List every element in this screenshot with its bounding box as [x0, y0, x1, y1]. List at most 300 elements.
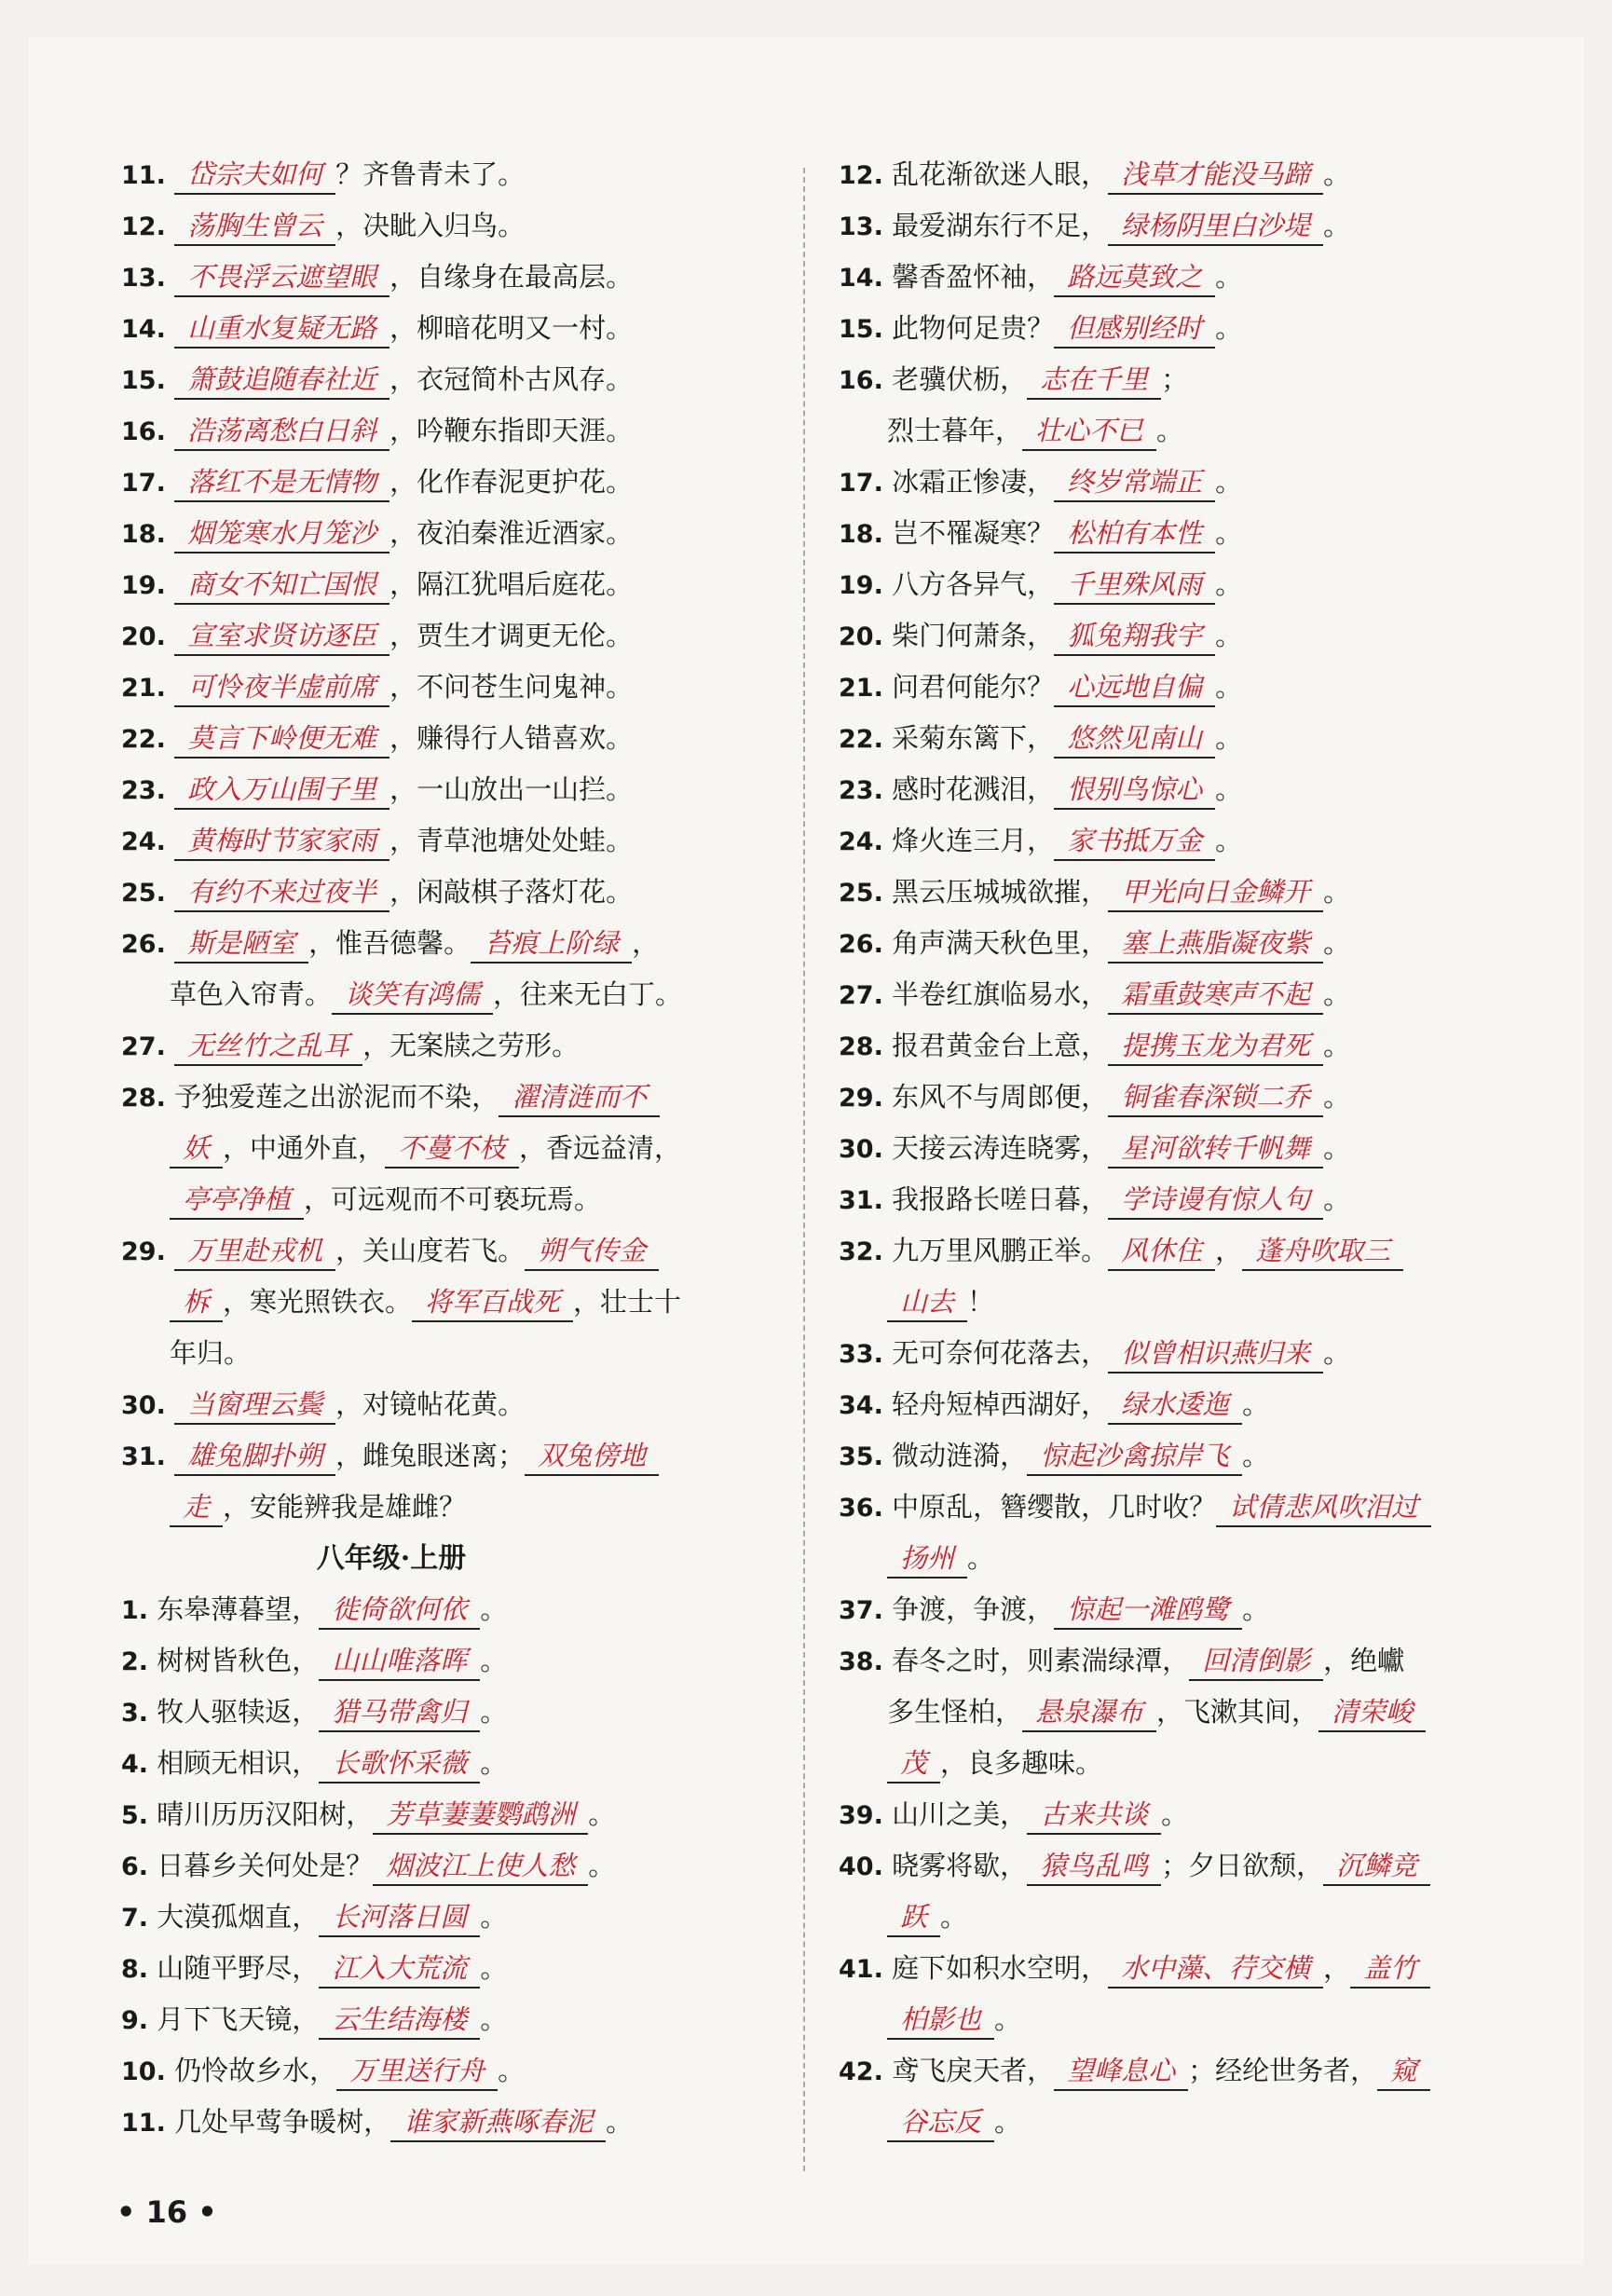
handwritten-answer: 亭亭净植	[170, 1181, 304, 1220]
item-number: 15.	[121, 366, 166, 395]
printed-text: ，惟吾德馨。	[308, 927, 471, 959]
poem-line	[839, 457, 1491, 508]
poem-line	[121, 2045, 773, 2097]
item-number: 5.	[121, 1801, 149, 1830]
printed-text: 岂不罹凝寒？	[892, 517, 1055, 549]
handwritten-answer: 双兔傍地	[525, 1437, 659, 1476]
printed-text: 争渡，争渡，	[892, 1593, 1055, 1625]
poem-line	[839, 252, 1491, 303]
printed-text: ，自缘身在最高层。	[389, 261, 634, 293]
handwritten-answer: 甲光向日金鳞开	[1108, 873, 1323, 912]
poem-line-continuation	[839, 405, 1491, 457]
printed-text: 春冬之时，则素湍绿潭，	[892, 1645, 1190, 1676]
printed-text: 仍怜故乡水，	[174, 2055, 337, 2086]
item-number: 25.	[121, 879, 166, 908]
handwritten-answer: 狐兔翔我宇	[1054, 617, 1215, 656]
printed-text: 。	[588, 1798, 616, 1830]
printed-text: ，寒光照铁衣。	[223, 1286, 413, 1318]
handwritten-answer: 万里送行舟	[336, 2052, 498, 2091]
handwritten-answer: 清荣峻	[1318, 1693, 1426, 1732]
item-number: 27.	[121, 1032, 166, 1061]
poem-line	[121, 610, 773, 662]
item-number: 24.	[839, 827, 883, 856]
poem-line	[839, 1328, 1491, 1379]
poem-line	[121, 1840, 773, 1892]
printed-text: 老骥伏枥，	[892, 363, 1028, 395]
handwritten-answer: 谷忘反	[887, 2103, 994, 2142]
printed-text: 。	[1161, 1798, 1189, 1830]
handwritten-answer: 不蔓不枝	[385, 1129, 519, 1168]
handwritten-answer: 山去	[887, 1283, 967, 1322]
handwritten-answer: 绿水逶迤	[1108, 1386, 1242, 1425]
handwritten-answer: 跃	[887, 1898, 940, 1937]
printed-text: ；夕日欲颓，	[1161, 1850, 1324, 1881]
handwritten-answer: 惊起沙禽掠岸飞	[1027, 1437, 1242, 1476]
printed-text: ？齐鲁青未了。	[335, 158, 526, 190]
printed-text: 日暮乡关何处是？	[157, 1850, 374, 1881]
item-number: 12.	[121, 212, 166, 241]
item-number: 28.	[839, 1032, 883, 1061]
poem-line	[121, 1892, 773, 1943]
poem-line-continuation	[839, 1687, 1491, 1738]
printed-text: 山随平野尽，	[157, 1952, 320, 1984]
poem-line	[121, 2097, 773, 2148]
poem-line	[121, 1635, 773, 1687]
printed-text: 。	[588, 1850, 616, 1881]
item-number: 16.	[121, 417, 166, 446]
handwritten-answer: 宣室求贤访逐臣	[174, 617, 389, 656]
poem-line	[839, 1943, 1491, 1994]
poem-line	[121, 867, 773, 918]
printed-text: 。	[1323, 927, 1351, 959]
printed-text: ，化作春泥更护花。	[389, 466, 634, 498]
printed-text: 烈士暮年，	[887, 415, 1023, 446]
poem-line-continuation	[121, 1123, 773, 1174]
column-divider	[803, 168, 805, 2171]
printed-text: 。	[1323, 876, 1351, 908]
poem-line	[839, 2045, 1491, 2097]
poem-line	[839, 149, 1491, 200]
printed-text: 。	[1242, 1440, 1270, 1471]
item-number: 9.	[121, 2006, 149, 2035]
item-number: 22.	[121, 725, 166, 754]
printed-text: ，贾生才调更无伦。	[389, 620, 634, 651]
printed-text: 我报路长嗟日暮，	[892, 1183, 1109, 1215]
printed-text: ，飞漱其间，	[1156, 1696, 1319, 1728]
handwritten-answer: 志在千里	[1027, 361, 1161, 400]
printed-text: ，	[1215, 1235, 1243, 1266]
poem-line	[121, 815, 773, 867]
handwritten-answer: 长河落日圆	[319, 1898, 480, 1937]
poem-line-continuation	[839, 1277, 1491, 1328]
item-number: 10.	[121, 2057, 166, 2086]
poem-line	[839, 1123, 1491, 1174]
handwritten-answer: 谈笑有鸿儒	[332, 976, 493, 1015]
printed-text: 。	[480, 1593, 508, 1625]
printed-text: ，安能辨我是雄雌？	[223, 1491, 467, 1523]
poem-line	[839, 200, 1491, 252]
printed-text: 多生怪柏，	[887, 1696, 1023, 1728]
printed-text: 。	[480, 1952, 508, 1984]
printed-text: 。	[1215, 568, 1243, 600]
poem-line	[839, 1840, 1491, 1892]
handwritten-answer: 将军百战死	[412, 1283, 573, 1322]
poem-line	[839, 610, 1491, 662]
right-column	[839, 149, 1491, 2148]
poem-line	[121, 149, 773, 200]
poem-line	[121, 508, 773, 559]
printed-text: ，雌兔眼迷离；	[335, 1440, 526, 1471]
poem-line	[121, 405, 773, 457]
handwritten-answer: 望峰息心	[1054, 2052, 1188, 2091]
item-number: 41.	[839, 1955, 883, 1984]
handwritten-answer: 悠然见南山	[1054, 719, 1215, 758]
poem-line-continuation	[839, 2097, 1491, 2148]
printed-text: 。	[1323, 978, 1351, 1010]
item-number: 14.	[121, 315, 166, 344]
item-number: 26.	[121, 930, 166, 959]
printed-text: 月下飞天镜，	[157, 2003, 320, 2035]
poem-line	[121, 1584, 773, 1635]
item-number: 13.	[121, 264, 166, 293]
printed-text: 。	[1215, 671, 1243, 703]
printed-text: 相顾无相识，	[157, 1747, 320, 1779]
printed-text: 轻舟短棹西湖好，	[892, 1388, 1109, 1420]
printed-text: ，绝巘	[1323, 1645, 1405, 1676]
handwritten-answer: 芳草萋萋鹦鹉洲	[373, 1796, 588, 1835]
handwritten-answer: 烟笼寒水月笼沙	[174, 514, 389, 554]
handwritten-answer: 松柏有本性	[1054, 514, 1215, 554]
printed-text: 。	[1242, 1388, 1270, 1420]
poem-line-continuation	[839, 1994, 1491, 2045]
printed-text: 。	[1156, 415, 1184, 446]
printed-text: 东皋薄暮望，	[157, 1593, 320, 1625]
item-number: 20.	[839, 622, 883, 651]
printed-text: ，往来无白丁。	[493, 978, 683, 1010]
printed-text: 。	[1323, 1030, 1351, 1061]
item-number: 35.	[839, 1442, 883, 1471]
printed-text: 烽火连三月，	[892, 825, 1055, 856]
poem-line	[121, 200, 773, 252]
poem-line	[121, 918, 773, 969]
poem-line	[839, 1072, 1491, 1123]
item-number: 17.	[121, 469, 166, 498]
poem-line	[839, 1635, 1491, 1687]
printed-text: 馨香盈怀袖，	[892, 261, 1055, 293]
printed-text: 。	[967, 1542, 995, 1574]
left-column	[121, 149, 773, 2148]
item-number: 19.	[121, 571, 166, 600]
poem-line	[839, 867, 1491, 918]
poem-line	[839, 969, 1491, 1020]
handwritten-answer: 江入大荒流	[319, 1949, 480, 1988]
handwritten-answer: 路远莫致之	[1054, 258, 1215, 297]
item-number: 24.	[121, 827, 166, 856]
printed-text: 山川之美，	[892, 1798, 1028, 1830]
printed-text: 报君黄金台上意，	[892, 1030, 1109, 1061]
printed-text: ，对镜帖花黄。	[335, 1388, 526, 1420]
poem-line	[121, 1789, 773, 1840]
item-number: 18.	[839, 520, 883, 549]
handwritten-answer: 浅草才能没马蹄	[1108, 156, 1323, 195]
printed-text: 采菊东篱下，	[892, 722, 1055, 754]
item-number: 30.	[839, 1135, 883, 1164]
item-number: 23.	[121, 776, 166, 805]
item-number: 15.	[839, 315, 883, 344]
printed-text: 年归。	[170, 1337, 252, 1369]
printed-text: 晓雾将歇，	[892, 1850, 1028, 1881]
handwritten-answer: 沉鳞竞	[1323, 1847, 1430, 1886]
item-number: 20.	[121, 622, 166, 651]
handwritten-answer: 终岁常端正	[1054, 463, 1215, 502]
handwritten-answer: 朔气传金	[525, 1232, 659, 1271]
printed-text: 。	[1215, 773, 1243, 805]
poem-line	[121, 1943, 773, 1994]
printed-text: 牧人驱犊返，	[157, 1696, 320, 1728]
printed-text: 。	[1323, 1337, 1351, 1369]
item-number: 25.	[839, 879, 883, 908]
item-number: 21.	[121, 674, 166, 703]
poem-line	[839, 1379, 1491, 1430]
handwritten-answer: 长歌怀采薇	[319, 1744, 480, 1784]
item-number: 7.	[121, 1904, 149, 1933]
poem-line	[839, 559, 1491, 610]
handwritten-answer: 不畏浮云遮望眼	[174, 258, 389, 297]
handwritten-answer: 谁家新燕啄春泥	[390, 2103, 606, 2142]
printed-text: ，	[632, 927, 660, 959]
poem-line	[121, 1379, 773, 1430]
handwritten-answer: 千里殊风雨	[1054, 566, 1215, 605]
poem-line	[839, 303, 1491, 354]
poem-line	[121, 457, 773, 508]
printed-text: ，青草池塘处处蛙。	[389, 825, 634, 856]
poem-line	[121, 1072, 773, 1123]
handwritten-answer: 试倩悲风吹泪过	[1216, 1488, 1431, 1527]
printed-text: 半卷红旗临易水，	[892, 978, 1109, 1010]
printed-text: ，闲敲棋子落灯花。	[389, 876, 634, 908]
printed-text: ，赚得行人错喜欢。	[389, 722, 634, 754]
item-number: 38.	[839, 1647, 883, 1676]
poem-line	[839, 1430, 1491, 1482]
handwritten-answer: 万里赴戎机	[174, 1232, 335, 1271]
handwritten-answer: 可怜夜半虚前席	[174, 668, 389, 707]
handwritten-answer: 商女不知亡国恨	[174, 566, 389, 605]
item-number: 23.	[839, 776, 883, 805]
handwritten-answer: 恨别鸟惊心	[1054, 771, 1215, 810]
printed-text: ；	[1161, 363, 1189, 395]
item-number: 11.	[121, 2109, 166, 2138]
item-number: 31.	[839, 1186, 883, 1215]
printed-text: ，不问苍生问鬼神。	[389, 671, 634, 703]
printed-text: 感时花溅泪，	[892, 773, 1055, 805]
printed-text: ！	[967, 1286, 995, 1318]
handwritten-answer: 茂	[887, 1744, 940, 1784]
printed-text: 。	[1323, 158, 1351, 190]
handwritten-answer: 山重水复疑无路	[174, 309, 389, 348]
poem-line-continuation	[121, 1277, 773, 1328]
handwritten-answer: 猿鸟乱鸣	[1027, 1847, 1161, 1886]
poem-line	[121, 713, 773, 764]
printed-text: 鸢飞戾天者，	[892, 2055, 1055, 2086]
printed-text: 乱花渐欲迷人眼，	[892, 158, 1109, 190]
printed-text: 黑云压城城欲摧，	[892, 876, 1109, 908]
handwritten-answer: 岱宗夫如何	[174, 156, 335, 195]
handwritten-answer: 学诗谩有惊人句	[1108, 1181, 1323, 1220]
handwritten-answer: 莫言下岭便无难	[174, 719, 389, 758]
item-number: 29.	[839, 1084, 883, 1113]
handwritten-answer: 山山唯落晖	[319, 1642, 480, 1681]
handwritten-answer: 雄兔脚扑朔	[174, 1437, 335, 1476]
printed-text: 树树皆秋色，	[157, 1645, 320, 1676]
printed-text: 冰霜正惨凄，	[892, 466, 1055, 498]
printed-text: 东风不与周郎便，	[892, 1081, 1109, 1113]
printed-text: ，吟鞭东指即天涯。	[389, 415, 634, 446]
printed-text: 最爱湖东行不足，	[892, 210, 1109, 241]
poem-line	[121, 1738, 773, 1789]
item-number: 30.	[121, 1391, 166, 1420]
printed-text: 。	[1323, 1081, 1351, 1113]
printed-text: ，隔江犹唱后庭花。	[389, 568, 634, 600]
printed-text: 微动涟漪，	[892, 1440, 1028, 1471]
handwritten-answer: 猎马带禽归	[319, 1693, 480, 1732]
poem-line	[121, 252, 773, 303]
printed-text: 。	[480, 2003, 508, 2035]
item-number: 21.	[839, 674, 883, 703]
printed-text: ，决眦入归鸟。	[335, 210, 526, 241]
poem-line	[121, 1020, 773, 1072]
printed-text: 。	[994, 2003, 1022, 2035]
handwritten-answer: 家书抵万金	[1054, 822, 1215, 861]
poem-line	[839, 508, 1491, 559]
poem-line	[121, 354, 773, 405]
printed-text: 。	[1323, 1183, 1351, 1215]
item-number: 27.	[839, 981, 883, 1010]
item-number: 17.	[839, 469, 883, 498]
handwritten-answer: 水中藻、荇交横	[1108, 1949, 1323, 1988]
printed-text: 。	[1323, 210, 1351, 241]
printed-text: 。	[480, 1747, 508, 1779]
printed-text: 。	[940, 1901, 968, 1933]
item-number: 37.	[839, 1596, 883, 1625]
poem-line-continuation	[839, 1738, 1491, 1789]
handwritten-answer: 古来共谈	[1027, 1796, 1161, 1835]
handwritten-answer: 绿杨阴里白沙堤	[1108, 207, 1323, 246]
printed-text: 柴门何萧条，	[892, 620, 1055, 651]
item-number: 32.	[839, 1237, 883, 1266]
printed-text: ，柳暗花明又一村。	[389, 312, 634, 344]
printed-text: ，香远益清，	[519, 1132, 682, 1164]
item-number: 1.	[121, 1596, 149, 1625]
printed-text: 。	[1215, 722, 1243, 754]
printed-text: ，无案牍之劳形。	[362, 1030, 580, 1061]
poem-line	[839, 1020, 1491, 1072]
poem-line	[121, 764, 773, 815]
printed-text: 。	[480, 1645, 508, 1676]
poem-line-continuation	[121, 969, 773, 1020]
poem-line	[121, 1687, 773, 1738]
printed-text: ，	[1323, 1952, 1351, 1984]
printed-text: 。	[606, 2106, 634, 2138]
item-number: 39.	[839, 1801, 883, 1830]
handwritten-answer: 蓬舟吹取三	[1242, 1232, 1403, 1271]
poem-line	[121, 1430, 773, 1482]
poem-line-continuation	[121, 1174, 773, 1225]
handwritten-answer: 壮心不已	[1022, 412, 1156, 451]
item-number: 16.	[839, 366, 883, 395]
poem-line	[839, 1584, 1491, 1635]
item-number: 33.	[839, 1340, 883, 1369]
handwritten-answer: 黄梅时节家家雨	[174, 822, 389, 861]
handwritten-answer: 落红不是无情物	[174, 463, 389, 502]
printed-text: 。	[1323, 1132, 1351, 1164]
handwritten-answer: 当窗理云鬓	[174, 1386, 335, 1425]
handwritten-answer: 塞上燕脂凝夜紫	[1108, 924, 1323, 964]
printed-text: 。	[1215, 312, 1243, 344]
printed-text: 。	[480, 1901, 508, 1933]
item-number: 3.	[121, 1699, 149, 1728]
printed-text: 。	[1215, 620, 1243, 651]
handwritten-answer: 柏影也	[887, 2001, 994, 2040]
printed-text: 八方各异气，	[892, 568, 1055, 600]
printed-text: 。	[480, 1696, 508, 1728]
printed-text: 几处早莺争暖树，	[174, 2106, 391, 2138]
item-number: 22.	[839, 725, 883, 754]
poem-line	[839, 713, 1491, 764]
printed-text: 予独爱莲之出淤泥而不染，	[174, 1081, 499, 1113]
poem-line	[839, 354, 1491, 405]
handwritten-answer: 铜雀春深锁二乔	[1108, 1078, 1323, 1117]
printed-text: 。	[1215, 466, 1243, 498]
handwritten-answer: 窥	[1377, 2052, 1430, 2091]
handwritten-answer: 盖竹	[1350, 1949, 1430, 1988]
printed-text: ，衣冠简朴古风存。	[389, 363, 634, 395]
printed-text: ，良多趣味。	[940, 1747, 1103, 1779]
printed-text: 。	[994, 2106, 1022, 2138]
handwritten-answer: 斯是陋室	[174, 924, 308, 964]
item-number: 8.	[121, 1955, 149, 1984]
poem-line	[121, 559, 773, 610]
printed-text: ，中通外直，	[223, 1132, 386, 1164]
printed-text: ，可远观而不可亵玩焉。	[304, 1183, 602, 1215]
item-number: 29.	[121, 1237, 166, 1266]
printed-text: 问君何能尔？	[892, 671, 1055, 703]
handwritten-answer: 烟波江上使人愁	[373, 1847, 588, 1886]
printed-text: 。	[1215, 825, 1243, 856]
poem-line	[121, 1225, 773, 1277]
printed-text: ，壮士十	[573, 1286, 682, 1318]
handwritten-answer: 苔痕上阶绿	[471, 924, 632, 964]
handwritten-answer: 提携玉龙为君死	[1108, 1027, 1323, 1066]
item-number: 2.	[121, 1647, 149, 1676]
handwritten-answer: 浩荡离愁白日斜	[174, 412, 389, 451]
handwritten-answer: 有约不来过夜半	[174, 873, 389, 912]
printed-text: 大漠孤烟直，	[157, 1901, 320, 1933]
poem-line-continuation	[121, 1482, 773, 1533]
item-number: 11.	[121, 161, 166, 190]
printed-text: 无可奈何花落去，	[892, 1337, 1109, 1369]
handwritten-answer: 妖	[170, 1129, 223, 1168]
printed-text: 。	[1242, 1593, 1270, 1625]
page-number: • 16 •	[116, 2194, 217, 2230]
item-number: 6.	[121, 1852, 149, 1881]
printed-text: 此物何足贵？	[892, 312, 1055, 344]
item-number: 12.	[839, 161, 883, 190]
handwritten-answer: 惊起一滩鸥鹭	[1054, 1591, 1242, 1630]
item-number: 34.	[839, 1391, 883, 1420]
handwritten-answer: 走	[170, 1488, 223, 1527]
poem-line-continuation	[121, 1328, 773, 1379]
item-number: 36.	[839, 1494, 883, 1523]
